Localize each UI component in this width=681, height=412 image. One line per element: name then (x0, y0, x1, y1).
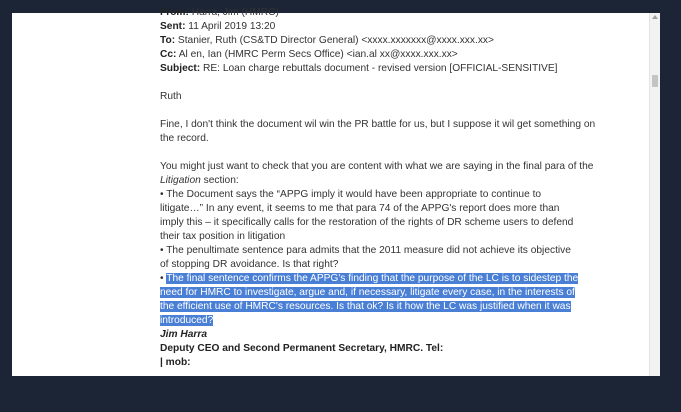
to-label: To: (160, 35, 176, 46)
bullet-3-line-3[interactable] (160, 300, 590, 314)
bullet-1-line-2: litigate…” In any event, it seems to me that para 74 of the APPG's report does more than (160, 203, 560, 214)
to-line (160, 34, 590, 48)
sent-value: 11 April 2019 13:20 (185, 21, 276, 32)
from-line (160, 6, 590, 20)
bullet-1-line-1: • The Document says the “APPG imply it would have been appropriate to continue to (160, 189, 542, 200)
scroll-up-arrow-icon[interactable] (652, 15, 658, 19)
selected-text-line-2[interactable]: need for HMRC to investigate, argue and, if necessary, litigate every case, in the interests of (160, 287, 575, 298)
selected-text-line-1[interactable]: The final sentence confirms the APPG's finding that the purpose of the LC is to sidestep the (166, 273, 579, 284)
section-text: section: (200, 175, 239, 186)
vertical-scrollbar[interactable] (649, 13, 660, 376)
sent-line (160, 20, 590, 34)
subject-line (160, 62, 590, 76)
email-content (160, 6, 596, 370)
bullet-2-line-2: of stopping DR avoidance. Is that right? (160, 259, 339, 270)
document-viewer (12, 7, 660, 376)
paragraph-1-line-2: the record. (160, 133, 209, 144)
bullet-3-line-2[interactable] (160, 286, 590, 300)
signature-name: Jim Harra (160, 329, 208, 340)
bullet-1-line-3: imply this – it specifically calls for the restoration of the rights of DR scheme users to defend (160, 217, 574, 228)
selected-text-line-3[interactable]: the efficient use of HMRC's resources. Is that ok? Is it how the LC was justified when it was (160, 301, 571, 312)
bullet-3-line-1[interactable] (160, 272, 590, 286)
salutation: Ruth (160, 91, 182, 102)
scrollbar-thumb[interactable] (652, 75, 658, 87)
to-value: Stanier, Ruth (CS&TD Director General) <xxxx.xxxxxxx@xxxx.xxx.xx> (175, 35, 494, 46)
sent-label: Sent: (160, 21, 186, 32)
subject-value: RE: Loan charge rebuttals document - revised version [OFFICIAL-SENSITIVE] (200, 63, 558, 74)
cc-label: Cc: (160, 49, 177, 60)
bullet-3-marker: • (160, 273, 167, 284)
selected-text-line-4[interactable]: introduced? (160, 315, 214, 326)
paragraph-1-line-1: Fine, I don't think the document wil win the PR battle for us, but I suppose it wil get something on (160, 119, 596, 130)
bullet-2-line-1: • The penultimate sentence para admits that the 2011 measure did not achieve its objective (160, 245, 571, 256)
paragraph-2-line-1: You might just want to check that you are content with what we are saying in the final para of the (160, 161, 594, 172)
cc-line (160, 48, 590, 62)
from-label: From: (160, 7, 189, 18)
litigation-italic: Litigation (160, 175, 201, 186)
cc-value: Al en, Ian (HMRC Perm Secs Office) <ian.al xx@xxxx.xxx.xx> (176, 49, 458, 60)
paragraph-2-line-2 (160, 174, 590, 188)
subject-label: Subject: (160, 63, 201, 74)
bullet-1-line-4: their tax position in litigation (160, 231, 286, 242)
signature-mob: | mob: (160, 357, 191, 368)
from-value: Harra, Jim (HMRC) (188, 7, 279, 18)
bullet-3-line-4[interactable] (160, 314, 590, 328)
signature-title: Deputy CEO and Second Permanent Secretary, HMRC. Tel: (160, 343, 444, 354)
